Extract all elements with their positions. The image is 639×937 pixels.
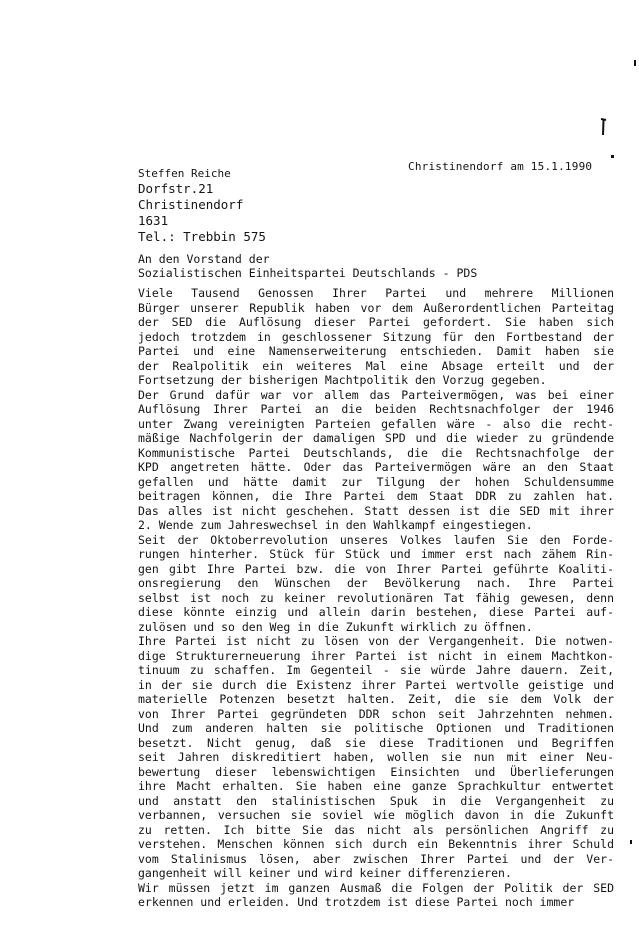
body-line: erkennen und erleiden. Und trotzdem ist diese Partei noch immer (138, 895, 575, 909)
body-line: Fortsetzung der bisherigen Machtpolitik den Vorzug gegeben. (138, 373, 547, 387)
body-line: zulösen und so den Weg in die Zukunft wirklich zu öffnen. (138, 619, 533, 634)
body-line: Viele Tausend Genossen Ihrer Partei und mehrere Millionen (138, 286, 614, 300)
scan-speck (611, 155, 614, 158)
body-line: rungen hinterher. Stück für Stück und immer erst nach zähem Rin- (138, 547, 614, 561)
body-line: Auflösung Ihrer Partei an die beiden Rechtsnachfolger der 1946 (138, 402, 614, 416)
body-line: beitragen können, die Ihre Partei dem Staat DDR zu zahlen hat. (138, 489, 614, 503)
body-line: unter Zwang vereinigten Parteien gefallen wäre - also die recht- (138, 416, 614, 431)
recipient-line-2: Sozialistischen Einheitspartei Deutschlands - PDS (138, 266, 478, 280)
body-line: jedoch trotzdem in geschlossener Sitzung für den Fortbestand der (138, 329, 614, 344)
sender-city: Christinendorf (138, 197, 244, 212)
body-line: 2. Wende zum Jahreswechsel in den Wahlkampf eingestiegen. (138, 518, 533, 532)
body-line: der Realpolitik ein weiteres Mal eine Absage erteilt und der (138, 358, 614, 373)
body-line: mäßige Nachfolgerin der damaligen SPD und die wieder zu gründende (138, 431, 614, 445)
sender-zip: 1631 (138, 213, 169, 228)
body-line: gefallen und hätte damit zur Tilgung der hohen Schuldensumme (138, 474, 614, 489)
body-line: vom Stalinismus lösen, aber zwischen Ihrer Partei und der Ver- (138, 851, 614, 866)
body-line: tinuum zu schaffen. Im Gegenteil - sie würde Jahre dauern. Zeit, (138, 663, 614, 677)
body-line: verbannen, versuchen sie soviel wie möglich davon in die Zukunft (138, 808, 614, 822)
body-line: materielle Potenzen besetzt halten. Zeit, die sie dem Volk der (138, 692, 614, 706)
body-line: gen gibt Ihre Partei bzw. die von Ihrer Partei geführte Koaliti- (138, 561, 614, 576)
body-line: der SED die Auflösung dieser Partei gefordert. Sie haben sich (138, 315, 614, 329)
body-line: gangenheit will keiner und wird keiner differenzieren. (138, 866, 512, 880)
body-line: onsregierung den Wünschen der Bevölkerung nach. Ihre Partei (138, 576, 614, 590)
scan-speck (634, 60, 636, 66)
body-line: diese könnte einzig und allein darin bestehen, diese Partei auf- (138, 605, 614, 619)
body-line: von Ihrer Partei gegründeten DDR schon seit Jahrzehnten nehmen. (138, 706, 614, 721)
body-line: selbst ist noch zu keiner revolutionären Tat fähig gewesen, denn (138, 590, 614, 605)
body-line: KPD angetreten hätte. Oder das Parteivermögen wäre an den Staat (138, 460, 614, 474)
body-line: Kommunistische Partei Deutschlands, die die Rechtsnachfolge der (138, 445, 614, 460)
scan-speck (630, 840, 632, 844)
body-line: Ihre Partei ist nicht zu lösen von der Vergangenheit. Die notwen- (138, 634, 614, 648)
letter-body (138, 286, 614, 910)
body-line: Das alles ist nicht geschehen. Statt dessen ist die SED mit ihrer (138, 503, 614, 518)
body-line: Bürger unserer Republik haben vor dem Außerordentlichen Parteitag (138, 300, 614, 315)
body-line: Partei und eine Namenserweiterung entschieden. Damit haben sie (138, 344, 614, 358)
date-line: Christinendorf am 15.1.1990 (408, 160, 593, 173)
handwritten-mark (600, 118, 607, 136)
body-line: bewertung dieser lebenswichtigen Einsichten und Überlieferungen (138, 764, 614, 779)
body-line: verstehen. Menschen können sich durch ein Bekenntnis ihrer Schuld (138, 837, 614, 851)
body-line: Der Grund dafür war vor allem das Parteivermögen, was bei einer (138, 387, 614, 402)
sender-name: Steffen Reiche (138, 167, 231, 180)
body-line: seit Jahren diskreditiert haben, wollen sie nun mit einer Neu- (138, 750, 614, 764)
body-line: in der sie durch die Existenz ihrer Partei wertvolle geistige und (138, 677, 614, 692)
body-line: Wir müssen jetzt im ganzen Ausmaß die Folgen der Politik der SED (138, 880, 614, 895)
body-line: besetzt. Nicht genug, daß sie diese Traditionen und Begriffen (138, 735, 614, 750)
sender-street: Dorfstr.21 (138, 181, 214, 196)
sender-telephone: Tel.: Trebbin 575 (138, 229, 266, 244)
body-line: Und zum anderen halten sie politische Optionen und Traditionen (138, 721, 614, 735)
body-line: dige Strukturerneuerung ihrer Partei ist nicht in einem Machtkon- (138, 648, 614, 663)
body-line: Seit der Oktoberrevolution unseres Volkes laufen Sie den Forde- (138, 532, 614, 547)
body-line: und anstatt den stalinistischen Spuk in die Vergangenheit zu (138, 793, 614, 808)
body-line: ihre Macht erhalten. Sie haben eine ganze Sprachkultur entwertet (138, 779, 614, 793)
body-line: zu retten. Ich bitte Sie das nicht als persönlichen Angriff zu (138, 822, 614, 837)
recipient-line-1: An den Vorstand der (138, 252, 270, 266)
